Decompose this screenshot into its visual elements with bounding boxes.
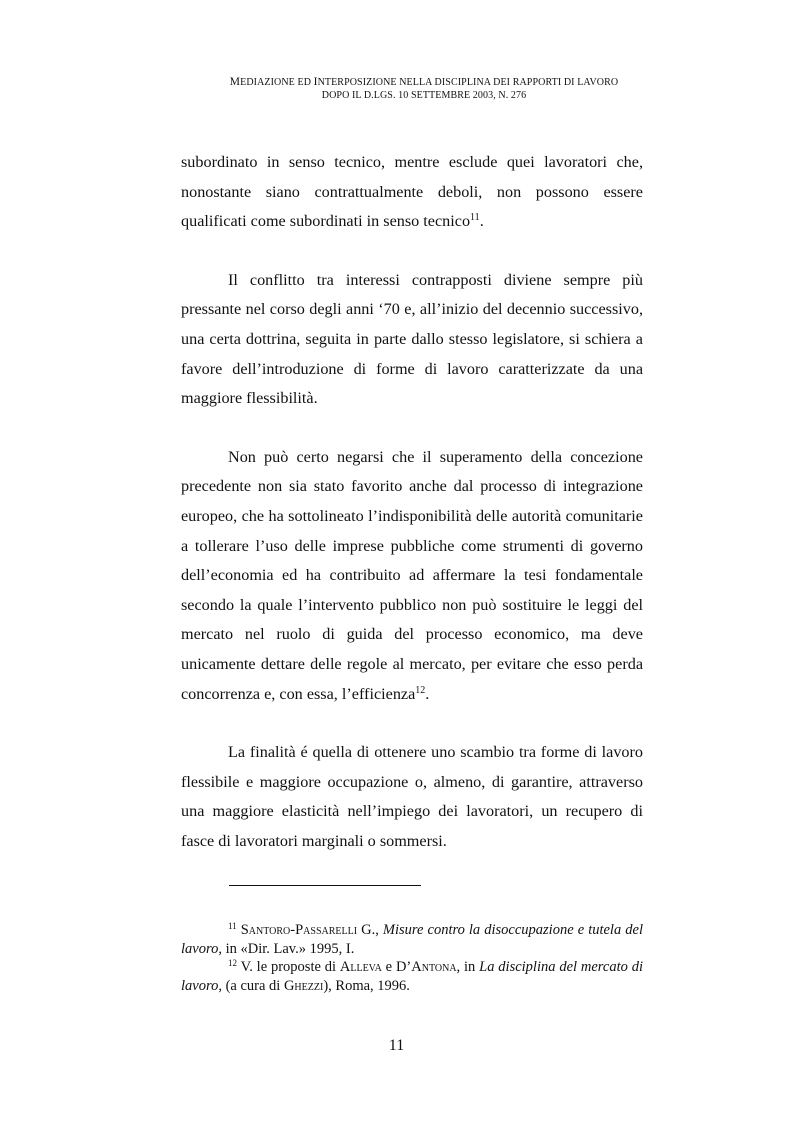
footnote-ref[interactable]: 12 xyxy=(415,684,426,696)
header-part: M xyxy=(229,76,241,88)
footnote-title: Misure contro la disoccupazione e tutela del lavoro xyxy=(181,922,643,957)
footnote-text: e xyxy=(381,959,396,975)
footnote-author: Santoro-Passarelli xyxy=(240,922,358,938)
footnote-number: 11 xyxy=(228,921,237,931)
paragraph xyxy=(181,266,643,414)
header-part: EDIAZIONE ED xyxy=(240,77,314,88)
paragraph-end: . xyxy=(479,212,484,231)
footnote-text: V. le proposte di xyxy=(240,959,340,975)
body-text xyxy=(181,148,643,885)
running-header-line-2: DOPO IL D.LGS. 10 SETTEMBRE 2003, N. 276 xyxy=(321,90,527,101)
paragraph-text: Il conflitto tra interessi contrapposti diviene sempre più pressante nel corso degli anni ‘70 e, all’inizio del decennio successivo, una certa dottrina, seguita in parte dallo stesso legislatore, si schiera a favore dell’introduzione di forme di lavoro caratterizzate da una maggiore flessibilità. xyxy=(181,270,643,408)
page-number: 11 xyxy=(388,1037,405,1054)
footnote-title: La disciplina del mercato di lavoro xyxy=(181,959,643,994)
footnote-text: ), Roma, 1996. xyxy=(323,977,410,994)
paragraph-end: . xyxy=(425,684,430,703)
footnote-12 xyxy=(181,958,643,995)
paragraph-text: Non può certo negarsi che il superamento della concezione precedente non sia stato favorito anche dal processo di integrazione europeo, che ha sottolineato l’indisponibilità delle autorità comunitarie a tollerare l’uso delle imprese pubbliche come strumenti di governo dell’economia ed ha contribuito ad affermare la tesi fondamentale secondo la quale l’intervento pubblico non può sostituire le leggi del mercato nel ruolo di guida del processo economico, ma deve unicamente dettare delle regole al mercato, per evitare che esso perda concorrenza e, con essa, l’efficienza xyxy=(181,447,643,703)
footnote-11 xyxy=(181,921,643,958)
footnote-author: Alleva xyxy=(339,959,382,975)
footnote-text: G., xyxy=(357,922,383,938)
paragraph xyxy=(181,443,643,709)
paragraph-text: subordinato in senso tecnico, mentre esclude quei lavoratori che, nonostante siano contrattualmente deboli, non possono essere qualificati come subordinati in senso tecnico xyxy=(181,153,643,231)
header-part: NTERPOSIZIONE NELLA DISCIPLINA DEI RAPPORTI DI LAVORO xyxy=(317,77,619,88)
footnote-author: D’Antona xyxy=(395,959,457,975)
paragraph-text: La finalità é quella di ottenere uno scambio tra forme di lavoro flessibile e maggiore occupazione o, almeno, di garantire, attraverso una maggiore elasticità nell’impiego dei lavoratori, un recupero di fasce di lavoratori marginali o sommersi. xyxy=(181,743,643,850)
footnote-separator xyxy=(229,885,421,886)
paragraph xyxy=(181,738,643,856)
footnote-number: 12 xyxy=(228,958,237,968)
running-header-line-1 xyxy=(180,76,668,89)
footnote-author: Ghezzi xyxy=(283,977,324,994)
footnote-text: , (a cura di xyxy=(218,977,284,994)
paragraph xyxy=(181,148,643,237)
header-part: I xyxy=(313,76,318,88)
footnote-text: , in xyxy=(456,959,480,975)
footnote-text: , in «Dir. Lav.» 1995, I. xyxy=(218,940,355,957)
footnote-ref[interactable]: 11 xyxy=(470,212,480,224)
footnotes xyxy=(181,921,643,995)
running-header xyxy=(180,76,668,102)
